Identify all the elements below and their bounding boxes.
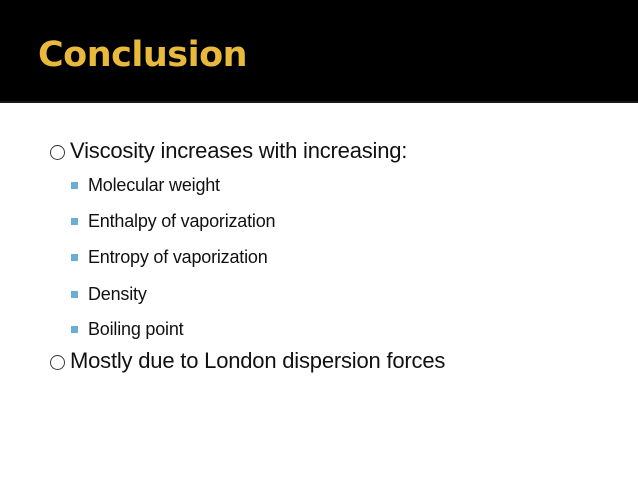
sub-bullet-item (71, 173, 220, 197)
sub-bullet-item (71, 282, 147, 306)
square-bullet-icon (71, 291, 78, 298)
sub-bullet-text: Density (88, 283, 147, 304)
sub-bullet-text: Molecular weight (88, 174, 220, 195)
square-bullet-icon (71, 254, 78, 261)
sub-bullet-item (71, 209, 275, 233)
title-bar (0, 0, 638, 101)
bullet-item-viscosity (50, 136, 407, 166)
sub-bullet-text: Enthalpy of vaporization (88, 210, 276, 231)
sub-bullet-item (71, 317, 183, 341)
bullet-text: Viscosity increases with increasing: (70, 138, 408, 163)
hollow-circle-bullet-icon (50, 145, 65, 160)
square-bullet-icon (71, 326, 78, 333)
sub-bullet-text: Boiling point (88, 318, 184, 339)
title-divider (0, 101, 638, 103)
slide-title: Conclusion (38, 35, 248, 75)
hollow-circle-bullet-icon (50, 355, 65, 370)
bullet-item-london-dispersion (50, 346, 445, 376)
square-bullet-icon (71, 182, 78, 189)
sub-bullet-item (71, 245, 268, 269)
sub-bullet-text: Entropy of vaporization (88, 246, 268, 267)
square-bullet-icon (71, 218, 78, 225)
bullet-text: Mostly due to London dispersion forces (70, 348, 446, 373)
